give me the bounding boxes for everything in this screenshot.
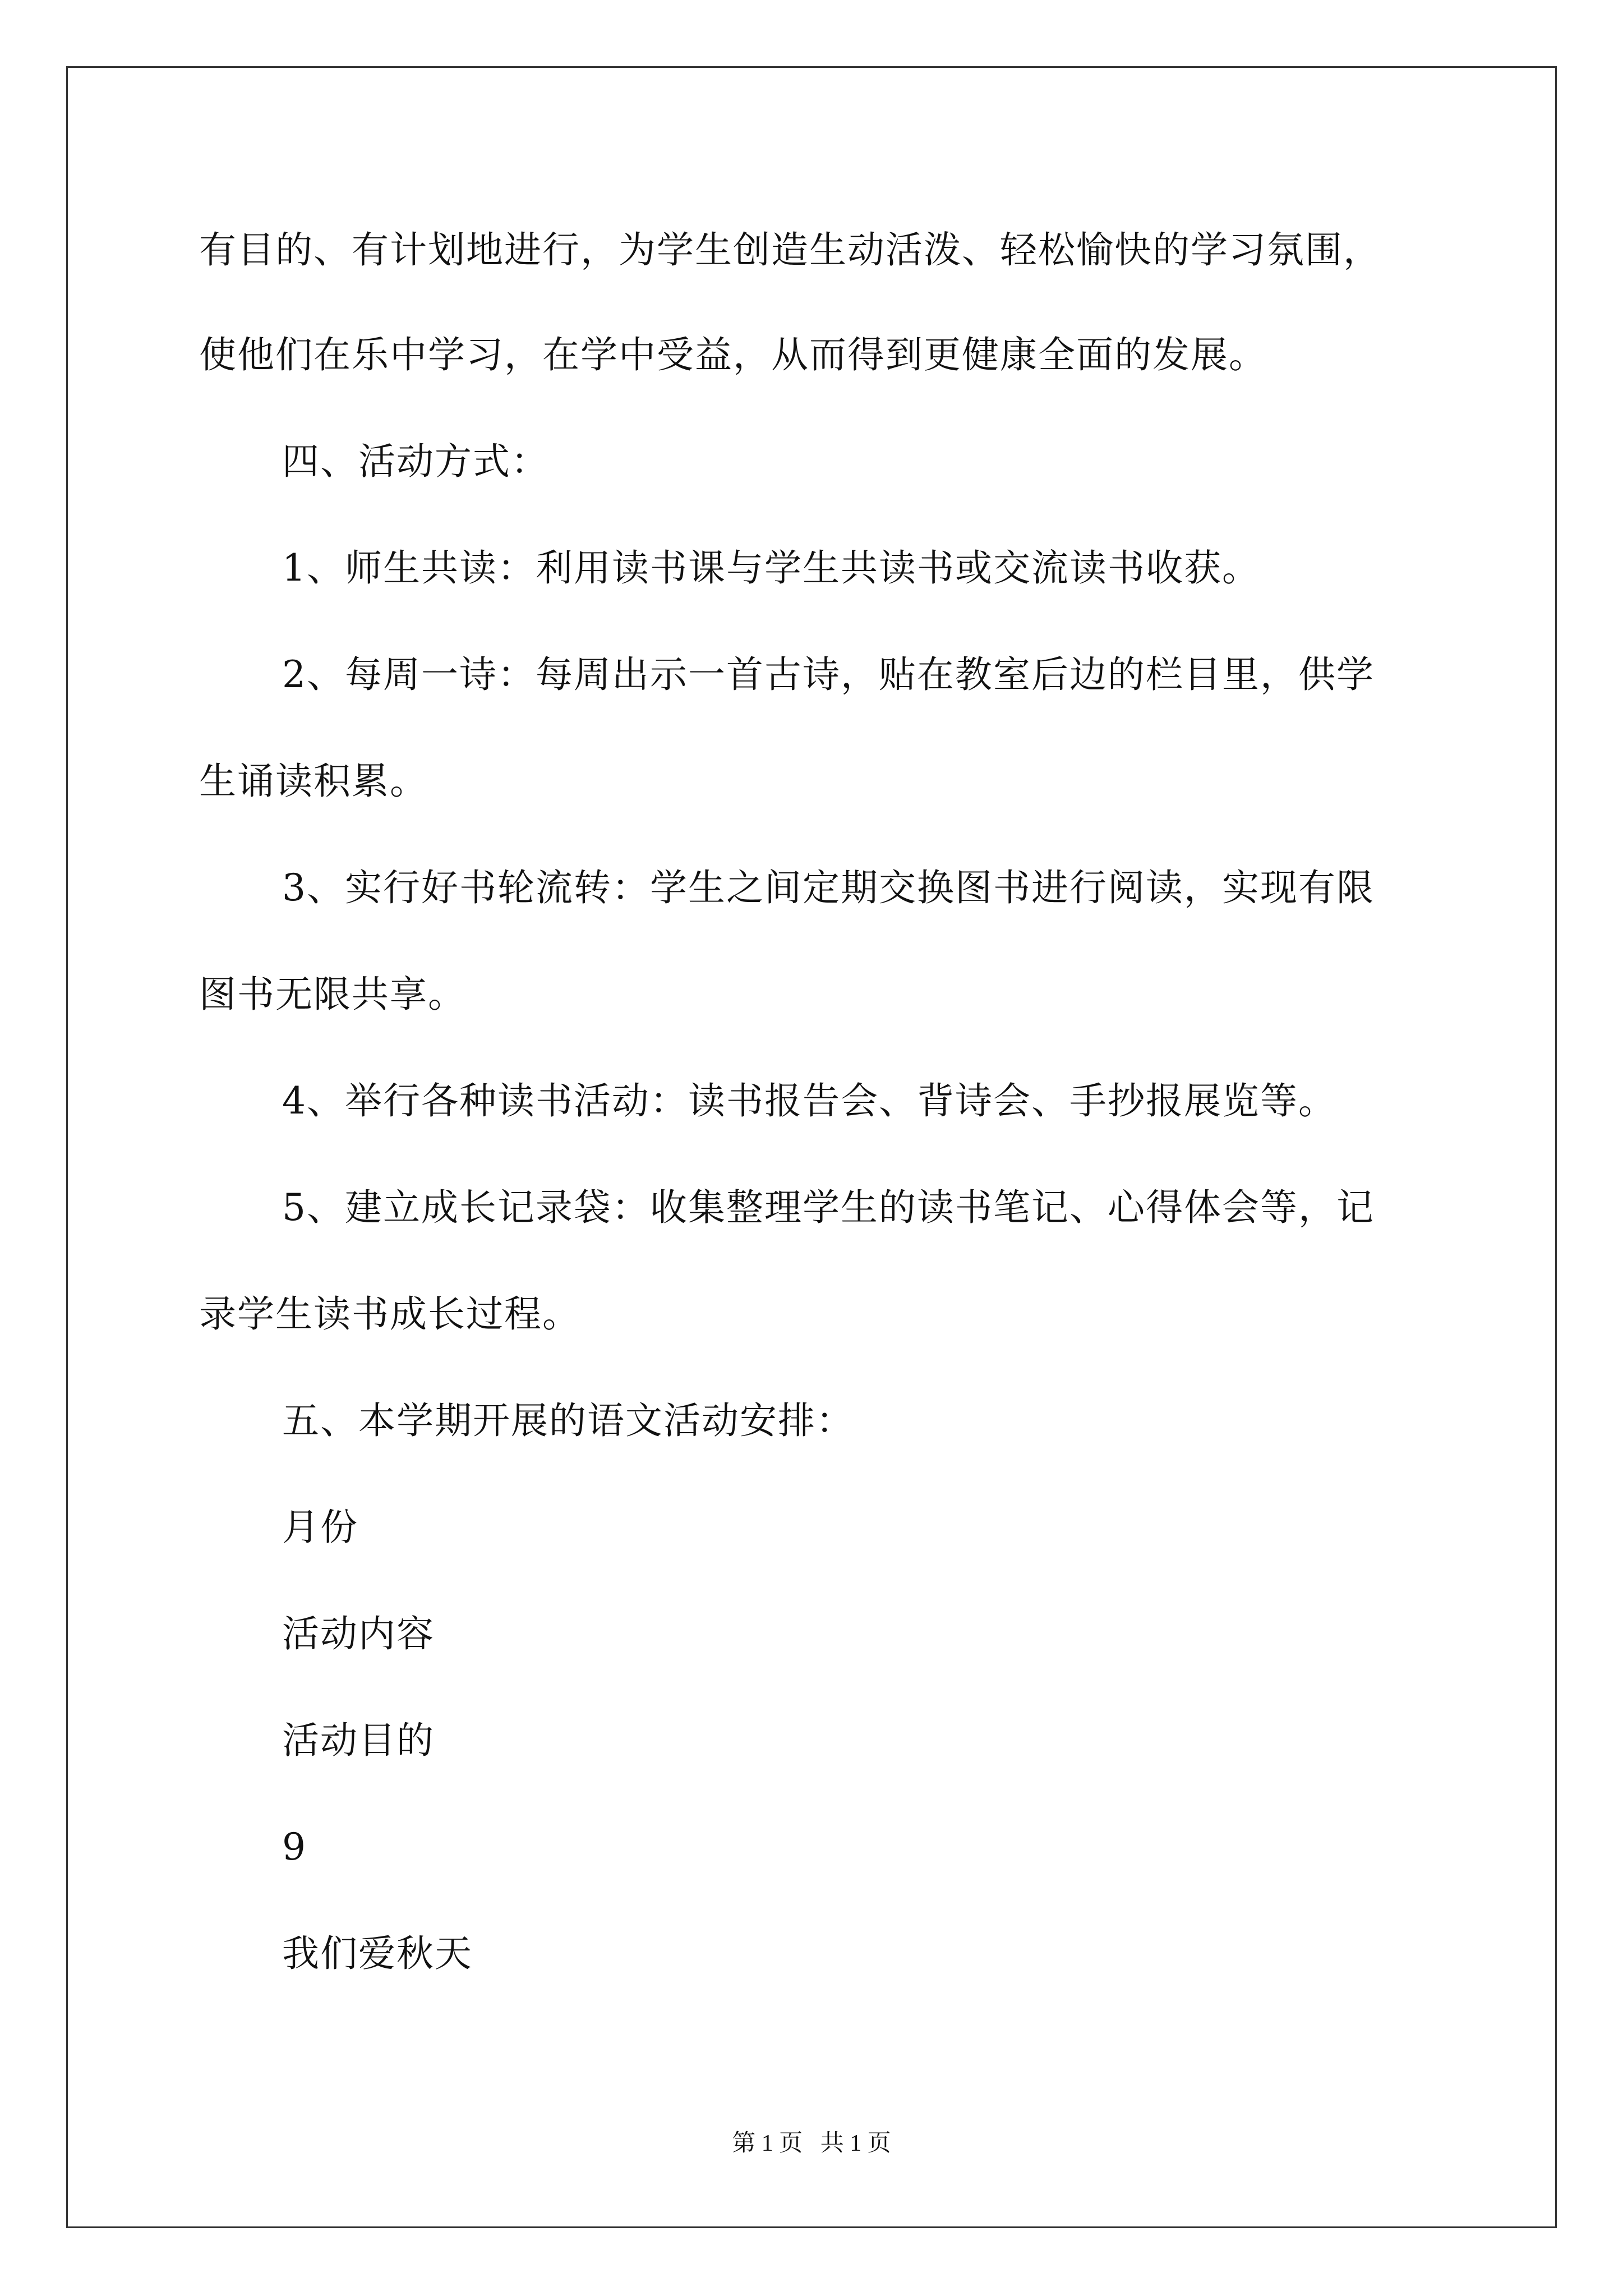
schedule-header-purpose: 活动目的 (282, 1719, 435, 1762)
page-border (66, 66, 1557, 2228)
section-heading-schedule: 五、本学期开展的语文活动安排： (282, 1399, 854, 1442)
schedule-activity-value: 我们爱秋天 (282, 1932, 473, 1975)
schedule-header-month: 月份 (282, 1506, 358, 1549)
list-item-5: 5、建立成长记录袋：收集整理学生的读书笔记、心得体会等，记 (282, 1186, 1375, 1229)
list-item-2-continuation: 生诵读积累。 (199, 760, 428, 803)
list-item-1: 1、师生共读：利用读书课与学生共读书或交流读书收获。 (282, 546, 1260, 590)
section-heading-activity-methods: 四、活动方式： (282, 440, 549, 483)
paragraph-line-2: 使他们在乐中学习，在学中受益，从而得到更健康全面的发展。 (199, 333, 1267, 376)
list-item-5-continuation: 录学生读书成长过程。 (199, 1292, 580, 1336)
page-footer: 第 1 页 共 1 页 (732, 2131, 891, 2156)
schedule-header-content: 活动内容 (282, 1612, 435, 1655)
list-item-4: 4、举行各种读书活动：读书报告会、背诗会、手抄报展览等。 (282, 1079, 1336, 1122)
paragraph-line-1: 有目的、有计划地进行，为学生创造生动活泼、轻松愉快的学习氛围， (199, 228, 1381, 272)
schedule-month-value: 9 (282, 1825, 307, 1869)
list-item-2: 2、每周一诗：每周出示一首古诗，贴在教室后边的栏目里，供学 (282, 653, 1375, 696)
list-item-3: 3、实行好书轮流转：学生之间定期交换图书进行阅读，实现有限 (282, 866, 1375, 909)
list-item-3-continuation: 图书无限共享。 (199, 973, 466, 1016)
